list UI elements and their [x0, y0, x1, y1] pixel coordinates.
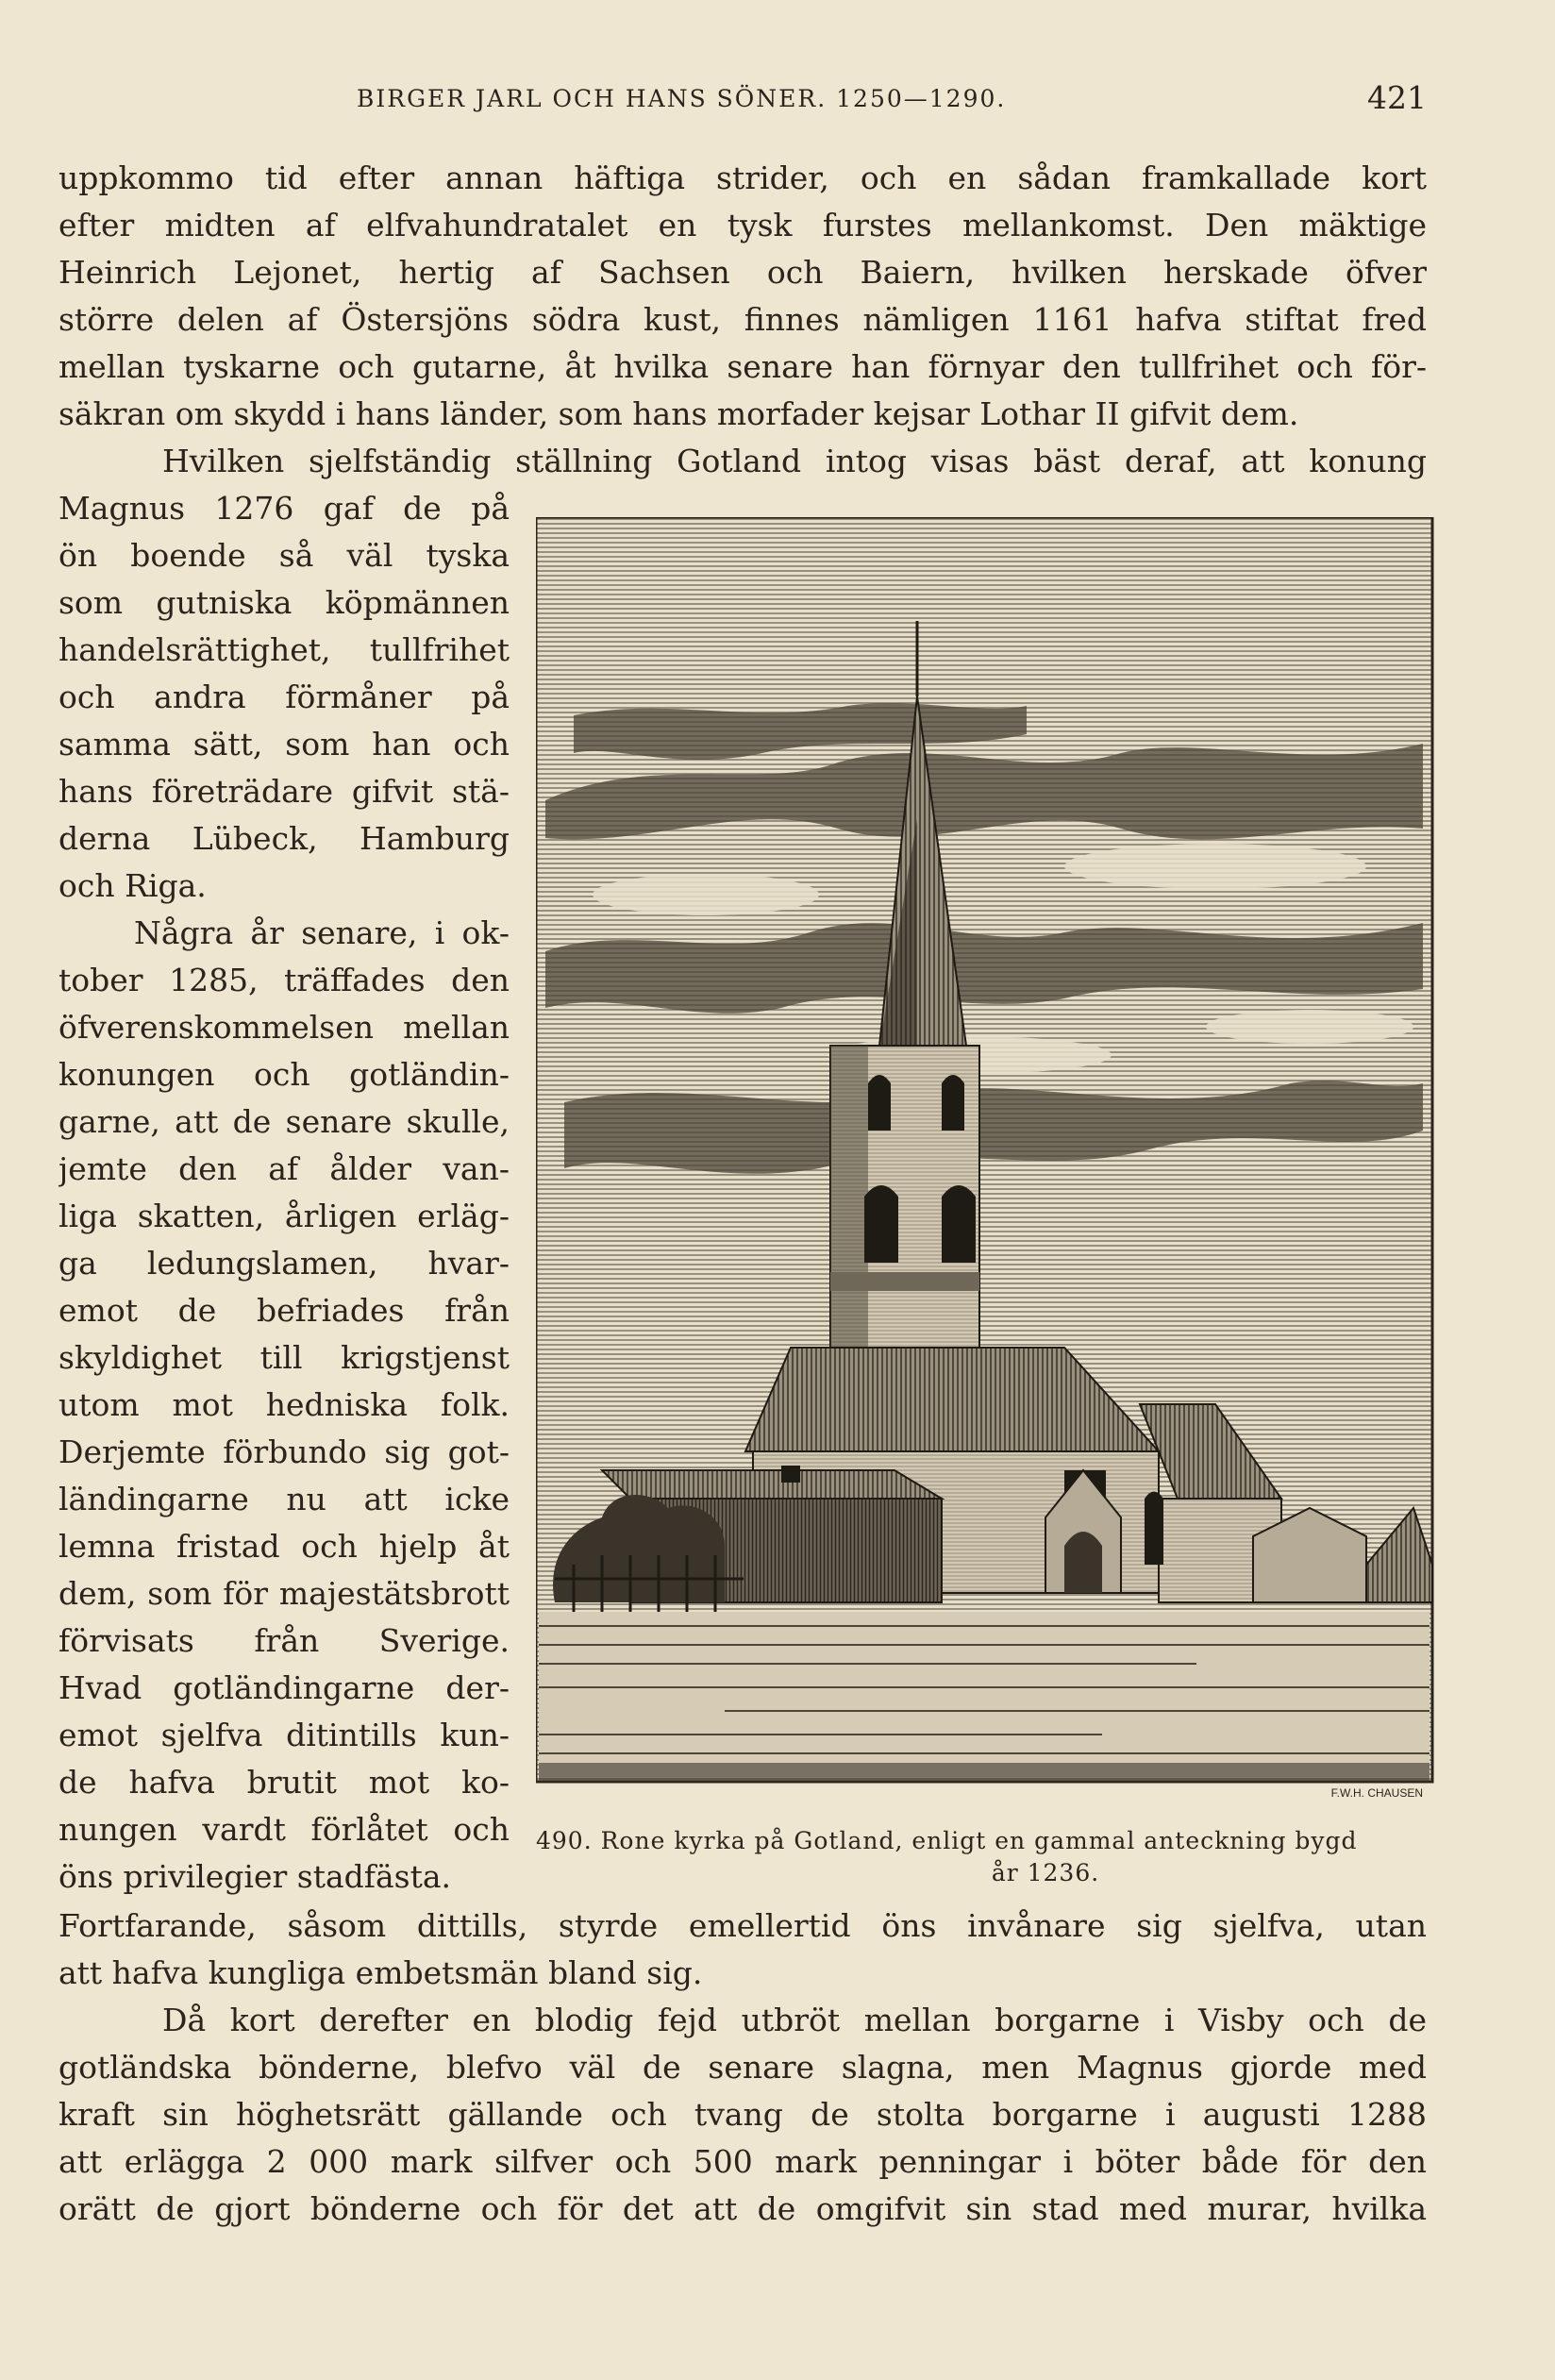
text-line: gotländska bönderne, blefvo väl de senare slagna, men Magnus gjorde med — [59, 2049, 1427, 2086]
text-line: orätt de gjort bönderne och för det att de omgifvit sin stad med murar, hvilka — [59, 2190, 1427, 2227]
text-line: dem, som för majestätsbrott — [59, 1575, 510, 1612]
page-header — [59, 79, 1427, 126]
text-line: att hafva kungliga embetsmän bland sig. — [59, 1954, 703, 1991]
text-line: derna Lübeck, Hamburg — [59, 820, 510, 857]
text-line: utom mot hedniska folk. — [59, 1386, 510, 1423]
text-line: konungen och gotländin- — [59, 1056, 510, 1093]
text-line: Några år senare, i ok- — [134, 914, 510, 951]
text-line: tober 1285, träffades den — [59, 962, 510, 998]
text-line: samma sätt, som han och — [59, 726, 510, 763]
text-line: Hvilken sjelfständig ställning Gotland intog visas bäst deraf, att konung — [162, 443, 1427, 479]
text-line: handelsrättighet, tullfrihet — [59, 631, 510, 668]
running-title: BIRGER JARL OCH HANS SÖNER. 1250—1290. — [357, 85, 1007, 112]
text-line: att erlägga 2 000 mark silfver och 500 mark penningar i böter både för den — [59, 2143, 1427, 2180]
text-line: ga ledungslamen, hvar- — [59, 1245, 510, 1282]
text-line: större delen af Östersjöns södra kust, finnes nämligen 1161 hafva stiftat fred — [59, 301, 1427, 338]
text-line: som gutniska köpmännen — [59, 584, 510, 621]
text-line: öns privilegier stadfästa. — [59, 1858, 451, 1895]
church-engraving — [536, 517, 1436, 1799]
text-line: och Riga. — [59, 867, 207, 904]
text-line: liga skatten, årligen erläg- — [59, 1198, 510, 1234]
text-line: ön boende så väl tyska — [59, 537, 510, 574]
text-line: Magnus 1276 gaf de på — [59, 490, 510, 527]
text-line: Hvad gotländingarne der- — [59, 1669, 510, 1706]
text-line: jemte den af ålder van- — [59, 1150, 510, 1187]
text-line: ländingarne nu att icke — [59, 1481, 510, 1517]
side-shed-roof — [602, 1470, 942, 1499]
ground — [539, 1612, 1430, 1777]
text-line: uppkommo tid efter annan häftiga strider, och en sådan framkallade kort — [59, 159, 1427, 196]
text-line: Fortfarande, såsom dittills, styrde emellertid öns invånare sig sjelfva, utan — [59, 1907, 1427, 1944]
text-line: öfverenskommelsen mellan — [59, 1009, 510, 1046]
text-line: Derjemte förbundo sig got- — [59, 1433, 510, 1470]
caption-line-2: år 1236. — [991, 1859, 1100, 1886]
text-line: efter midten af elfvahundratalet en tysk furstes mellankomst. Den mäktige — [59, 207, 1427, 243]
text-line: emot sjelfva ditintills kun- — [59, 1717, 510, 1753]
figure-caption — [536, 1825, 1442, 1889]
text-line: lemna fristad och hjelp åt — [59, 1528, 510, 1565]
text-line: nungen vardt förlåtet och — [59, 1811, 510, 1848]
text-line: och andra förmåner på — [59, 679, 510, 715]
caption-line-1: 490. Rone kyrka på Gotland, enligt en gammal anteckning bygd — [536, 1827, 1358, 1854]
text-line: Då kort derefter en blodig fejd utbröt mellan borgarne i Visby och de — [162, 2002, 1427, 2038]
text-line: säkran om skydd i hans länder, som hans morfader kejsar Lothar II gifvit dem. — [59, 395, 1299, 432]
text-line: mellan tyskarne och gutarne, åt hvilka senare han förnyar den tullfrihet och för- — [59, 348, 1427, 385]
text-line: de hafva brutit mot ko- — [59, 1764, 510, 1801]
text-line: förvisats från Sverige. — [59, 1622, 510, 1659]
text-line: skyldighet till krigstjenst — [59, 1339, 510, 1376]
engraver-signature: F.W.H. CHAUSEN — [1330, 1786, 1423, 1799]
text-line: hans företrädare gifvit stä- — [59, 773, 510, 810]
text-line: Heinrich Lejonet, hertig af Sachsen och Baiern, hvilken herskade öfver — [59, 254, 1427, 291]
text-line: garne, att de senare skulle, — [59, 1103, 510, 1140]
page-number: 421 — [1367, 79, 1427, 116]
text-line: emot de befriades från — [59, 1292, 510, 1329]
text-line: kraft sin höghetsrätt gällande och tvang de stolta borgarne i augusti 1288 — [59, 2096, 1427, 2133]
